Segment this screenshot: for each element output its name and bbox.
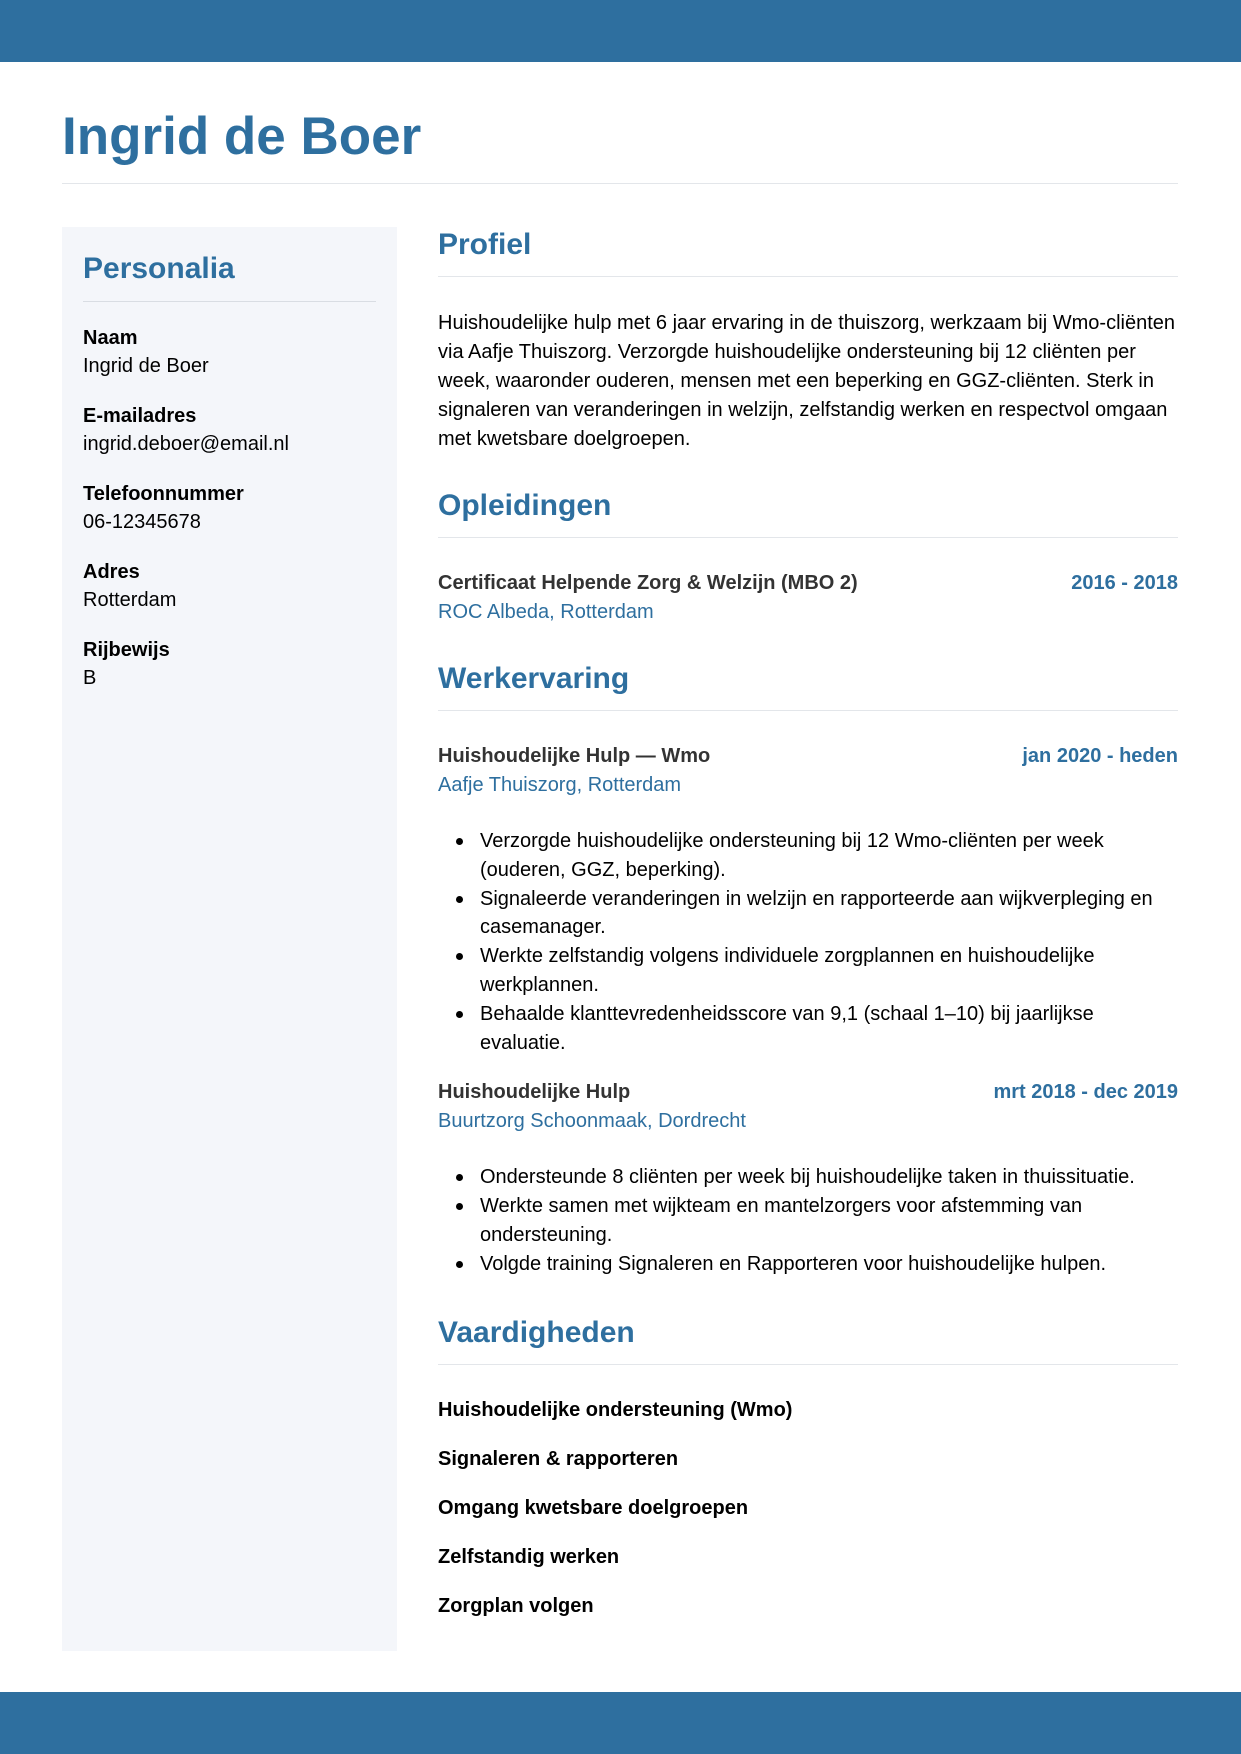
skill-item: Omgang kwetsbare doelgroepen bbox=[438, 1496, 749, 1519]
section-divider bbox=[438, 710, 1178, 711]
experience-entry bbox=[438, 1078, 1178, 1278]
detail-phone bbox=[83, 480, 376, 537]
entry-date: 2016 - 2018 bbox=[1071, 572, 1178, 594]
detail-license bbox=[83, 636, 376, 693]
list-item: Ondersteunde 8 cliënten per week bij huishoudelijke taken in thuissituatie. bbox=[438, 1163, 1178, 1192]
detail-value: Ingrid de Boer bbox=[83, 355, 209, 377]
entry-organization: ROC Albeda, Rotterdam bbox=[438, 601, 654, 623]
detail-label: Naam bbox=[83, 327, 138, 349]
entry-title: Certificaat Helpende Zorg & Welzijn (MBO 2) bbox=[438, 572, 858, 594]
experience-section bbox=[438, 658, 1178, 1279]
detail-value: ingrid.deboer@email.nl bbox=[83, 433, 289, 455]
list-item: Werkte zelfstandig volgens individuele zorgplannen en huishoudelijke werkplannen. bbox=[438, 942, 1178, 1000]
personal-details-sidebar bbox=[62, 227, 397, 1651]
profile-text: Huishoudelijke hulp met 6 jaar ervaring in de thuiszorg, werkzaam bij Wmo-cliënten via Aafje Thuiszorg. Verzorgde huishoudelijke ondersteuning bij 12 cliënten per week, waaronder ouderen, mensen met een beperking en GGZ-cliënten. Sterk in signaleren van veranderingen in welzijn, zelfstandig werken en respectvol omgaan met kwetsbare doelgroepen. bbox=[438, 312, 1176, 450]
entry-title: Huishoudelijke Hulp — Wmo bbox=[438, 745, 711, 767]
skills-section bbox=[438, 1312, 1178, 1621]
skill-item: Huishoudelijke ondersteuning (Wmo) bbox=[438, 1398, 793, 1421]
list-item: Verzorgde huishoudelijke ondersteuning bij 12 Wmo-cliënten per week (ouderen, GGZ, beperking). bbox=[438, 827, 1178, 885]
entry-date: mrt 2018 - dec 2019 bbox=[993, 1081, 1178, 1104]
education-section bbox=[438, 485, 1178, 627]
list-item: Signaleerde veranderingen in welzijn en rapporteerde aan wijkverpleging en casemanager. bbox=[438, 885, 1178, 943]
skills-list bbox=[438, 1396, 1178, 1621]
section-divider bbox=[438, 537, 1178, 538]
section-divider bbox=[438, 276, 1178, 277]
detail-label: Adres bbox=[83, 561, 140, 583]
top-color-bar bbox=[0, 0, 1241, 62]
detail-label: Rijbewijs bbox=[83, 639, 170, 661]
list-item: Behaalde klanttevredenheidsscore van 9,1 (schaal 1–10) bij jaarlijkse evaluatie. bbox=[438, 1000, 1178, 1058]
list-item: Volgde training Signaleren en Rapporteren voor huishoudelijke hulpen. bbox=[438, 1250, 1178, 1279]
detail-label: Telefoonnummer bbox=[83, 483, 244, 505]
entry-organization: Buurtzorg Schoonmaak, Dordrecht bbox=[438, 1110, 746, 1133]
entry-organization: Aafje Thuiszorg, Rotterdam bbox=[438, 774, 682, 796]
experience-entry bbox=[438, 742, 1178, 1057]
entry-bullets bbox=[438, 1163, 1178, 1278]
section-title: Opleidingen bbox=[438, 489, 612, 522]
entry-bullets bbox=[438, 827, 1178, 1057]
section-divider bbox=[438, 1364, 1178, 1365]
list-item: Werkte samen met wijkteam en mantelzorgers voor afstemming van ondersteuning. bbox=[438, 1192, 1178, 1250]
skill-item: Zelfstandig werken bbox=[438, 1545, 620, 1568]
sidebar-title: Personalia bbox=[83, 252, 235, 285]
detail-value: 06-12345678 bbox=[83, 511, 201, 533]
name-divider bbox=[62, 183, 1178, 184]
education-entry bbox=[438, 569, 1178, 627]
entry-date: jan 2020 - heden bbox=[1022, 745, 1178, 767]
section-title: Profiel bbox=[438, 228, 532, 261]
detail-label: E-mailadres bbox=[83, 405, 197, 427]
detail-address bbox=[83, 558, 376, 615]
section-title: Vaardigheden bbox=[438, 1315, 635, 1349]
detail-email bbox=[83, 402, 376, 459]
skill-item: Zorgplan volgen bbox=[438, 1594, 594, 1617]
section-title: Werkervaring bbox=[438, 662, 630, 695]
sidebar-divider bbox=[83, 301, 376, 302]
bottom-color-bar bbox=[0, 1692, 1241, 1754]
detail-value: B bbox=[83, 667, 97, 689]
candidate-name: Ingrid de Boer bbox=[62, 107, 422, 166]
profile-section bbox=[438, 224, 1178, 454]
detail-name bbox=[83, 324, 376, 381]
main-content bbox=[438, 224, 1178, 1641]
skill-item: Signaleren & rapporteren bbox=[438, 1447, 679, 1470]
entry-title: Huishoudelijke Hulp bbox=[438, 1081, 631, 1104]
detail-value: Rotterdam bbox=[83, 589, 177, 611]
